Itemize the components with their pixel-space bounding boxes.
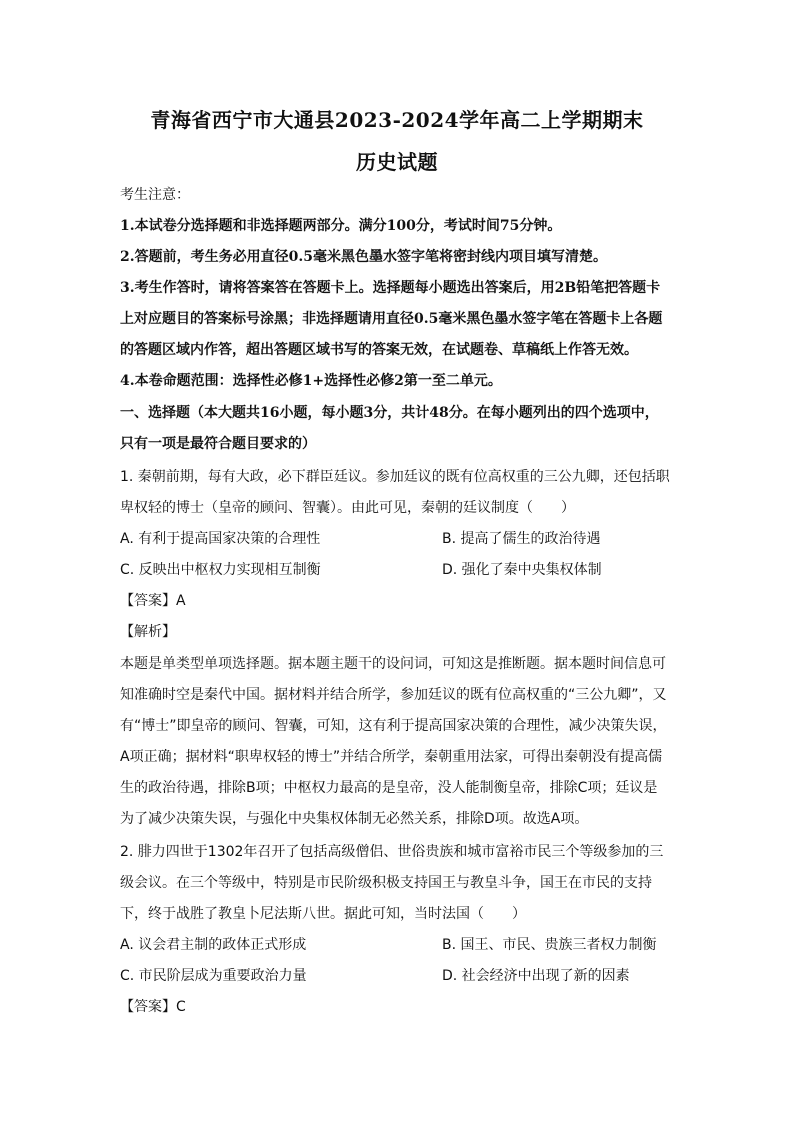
question-1-analysis: 为了减少决策失误，与强化中央集权体制无必然关系，排除D项。故选A项。	[120, 811, 589, 827]
question-2-option-c: C. 市民阶层成为重要政治力量	[120, 968, 307, 984]
question-2-answer: 【答案】C	[120, 999, 186, 1015]
question-1-option-a: A. 有利于提高国家决策的合理性	[120, 531, 321, 547]
exam-subtitle: 历史试题	[356, 150, 438, 174]
question-2-stem: 2. 腓力四世于1302年召开了包括高级僧侣、世俗贵族和城市富裕市民三个等级参加的三	[120, 844, 664, 860]
question-1-analysis: 生的政治待遇，排除B项；中枢权力最高的是皇帝，没人能制衡皇帝，排除C项；廷议是	[120, 780, 658, 796]
question-1-stem: 卑权轻的博士（皇帝的顾问、智囊）。由此可见，秦朝的廷议制度（ ）	[120, 500, 575, 516]
question-1-analysis: 有“博士”即皇帝的顾问、智囊，可知，这有利于提高国家决策的合理性，减少决策失误，	[120, 718, 667, 734]
question-1-analysis: 本题是单类型单项选择题。据本题主题干的设问词，可知这是推断题。据本题时间信息可	[120, 656, 666, 672]
question-1-analysis: 知准确时空是秦代中国。据材料并结合所学，参加廷议的既有位高权重的“三公九卿”，又	[120, 687, 667, 703]
question-2-option-a: A. 议会君主制的政体正式形成	[120, 937, 307, 953]
question-2-option-b: B. 国王、市民、贵族三者权力制衡	[442, 937, 657, 953]
question-1-option-d: D. 强化了秦中央集权体制	[442, 562, 602, 578]
question-2-stem: 下，终于战胜了教皇卜尼法斯八世。据此可知，当时法国（ ）	[120, 906, 526, 922]
notice-heading: 考生注意：	[120, 187, 190, 203]
notice-item: 3.考生作答时，请将答案答在答题卡上。选择题每小题选出答案后，用2B铅笔把答题卡	[120, 280, 661, 296]
notice-item: 2.答题前，考生务必用直径0.5毫米黑色墨水签字笔将密封线内项目填写清楚。	[120, 249, 607, 265]
exam-title: 青海省西宁市大通县2023-2024学年高二上学期期末	[150, 108, 644, 132]
question-1-analysis: A项正确；据材料“职卑权轻的博士”并结合所学，秦朝重用法家，可得出秦朝没有提高儒	[120, 749, 663, 765]
notice-item: 1.本试卷分选择题和非选择题两部分。满分100分，考试时间75分钟。	[120, 218, 562, 234]
question-1-option-c: C. 反映出中枢权力实现相互制衡	[120, 562, 321, 578]
notice-item: 4.本卷命题范围：选择性必修1+选择性必修2第一至二单元。	[120, 373, 502, 389]
notice-item: 的答题区域内作答，超出答题区域书写的答案无效，在试题卷、草稿纸上作答无效。	[120, 342, 638, 358]
question-2-option-d: D. 社会经济中出现了新的因素	[442, 968, 630, 984]
section-heading: 一、选择题（本大题共16小题，每小题3分，共计48分。在每小题列出的四个选项中，	[120, 405, 659, 421]
question-1-stem: 1. 秦朝前期，每有大政，必下群臣廷议。参加廷议的既有位高权重的三公九卿，还包括职	[120, 469, 670, 485]
question-1-answer: 【答案】A	[120, 593, 186, 609]
notice-item: 上对应题目的答案标号涂黑；非选择题请用直径0.5毫米黑色墨水签字笔在答题卡上各题	[120, 311, 663, 327]
section-heading-cont: 只有一项是最符合题目要求的）	[120, 436, 316, 452]
question-1-option-b: B. 提高了儒生的政治待遇	[442, 531, 601, 547]
question-2-stem: 级会议。在三个等级中，特别是市民阶级积极支持国王与教皇斗争，国王在市民的支持	[120, 875, 652, 891]
question-1-analysis-label: 【解析】	[120, 624, 176, 640]
